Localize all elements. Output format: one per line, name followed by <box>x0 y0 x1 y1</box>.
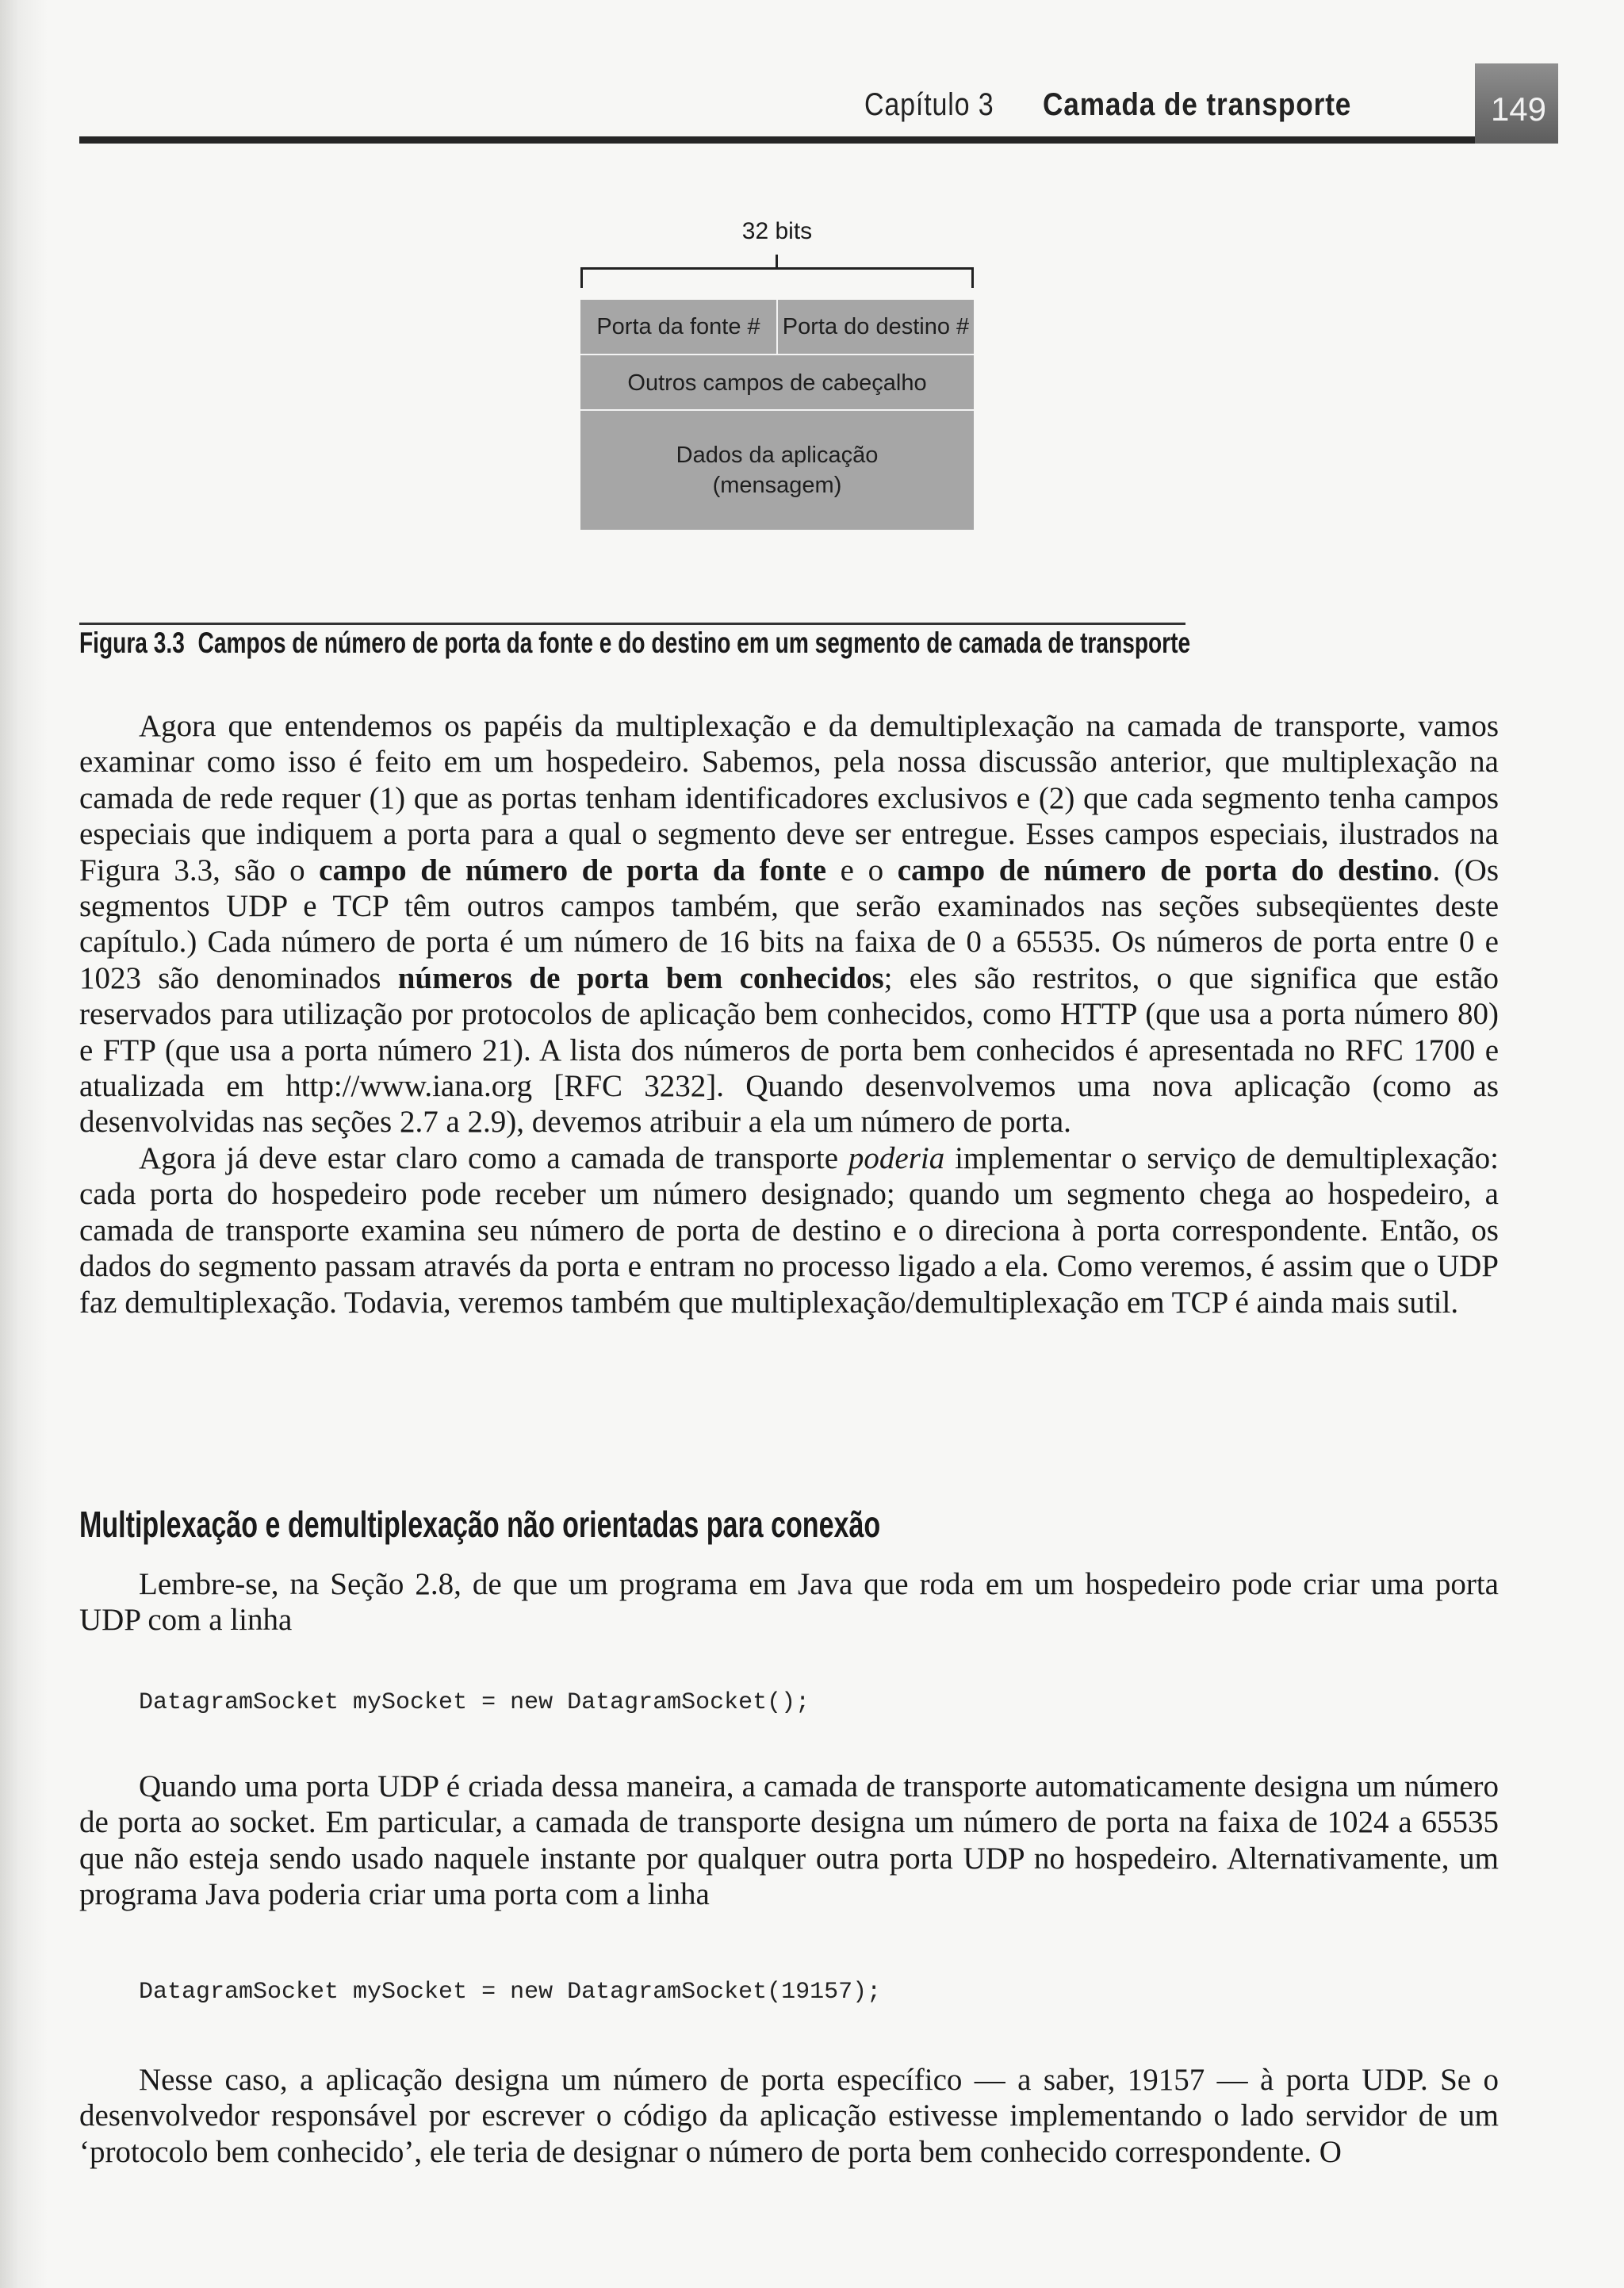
p1-text-c: e o <box>826 853 898 887</box>
running-header <box>79 63 1547 151</box>
p2-emphasis: poderia <box>848 1140 945 1175</box>
section-heading: Multiplexação e demultiplexação não orientadas para conexão <box>79 1504 881 1545</box>
term-well-known-ports: números de porta bem conhecidos <box>397 960 884 995</box>
width-bracket-right <box>971 267 974 288</box>
paragraph-2 <box>79 1140 1499 1320</box>
p2-text-a: Agora já deve estar claro como a camada de transporte <box>139 1140 848 1175</box>
caption-label: Figura 3.3 <box>79 627 185 659</box>
figure-caption <box>79 627 1190 660</box>
code-line-1: DatagramSocket mySocket = new DatagramSocket(); <box>139 1689 810 1716</box>
scan-edge <box>0 0 48 2288</box>
header-rule <box>79 136 1475 144</box>
term-source-port: campo de número de porta da fonte <box>319 853 827 887</box>
width-bracket-left <box>580 267 583 288</box>
body-text <box>79 708 1499 1320</box>
caption-text: Campos de número de porta da fonte e do destino em um segmento de camada de transporte <box>197 627 1191 659</box>
segment-diagram <box>571 218 983 591</box>
other-header-fields: Outros campos de cabeçalho <box>580 354 974 411</box>
term-dest-port: campo de número de porta do destino <box>897 853 1433 887</box>
app-data-line1: Dados da aplicação <box>676 443 879 468</box>
paragraph-quando: Quando uma porta UDP é criada dessa maneira, a camada de transporte automaticamente designa um número de porta ao socket. Em particular, a camada de transporte designa um número de porta na faixa de 1024 a 65535 que não esteja sendo usado naquele instante por qualquer outra porta UDP no hospedeiro. Alternativamente, um programa Java poderia criar uma porta com a linha <box>79 1769 1499 1912</box>
code-line-2: DatagramSocket mySocket = new DatagramSocket(19157); <box>139 1979 882 2006</box>
p1-text-e: ; eles são restritos, o que significa que estão reservados para utilização por protocolos de aplicação bem conhecidos, como HTTP (que usa a porta número 80) e FTP (que usa a porta número 21). A lista dos números de porta bem conhecidos é apresentada no RFC 1700 e atualizada em http://www.iana.org [RFC 3232]. Quando desenvolvemos uma nova aplicação (como as desenvolvidas nas seções 2.7 a 2.9), devemos atribuir a ela um número de porta. <box>79 960 1499 1140</box>
p1-text-a: Agora que entendemos os papéis da multiplexação e da demultiplexação na camada de transporte, vamos examinar como isso é feito em um hospedeiro. Sabemos, pela nossa discussão anterior, que multiplexação na camada de rede requer (1) que as portas tenham identificadores exclusivos e (2) que cada segmento tenha campos especiais que indiquem a porta para a qual o segmento deve ser entregue. Esses campos especiais, ilustrados na Figura 3.3, são o <box>79 709 1499 887</box>
width-bracket <box>580 267 974 270</box>
p2-text-b: implementar o serviço de demultiplexação: cada porta do hospedeiro pode receber um número designado; quando um segmento chega ao hospedeiro, a camada de transporte examina seu número de porta de destino e o direciona à porta correspondente. Então, os dados do segmento passam através da porta e entram no processo ligado a ela. Como veremos, é assim que o UDP faz demultiplexação. Todavia, veremos também que multiplexação/demultiplexação em TCP é ainda mais sutil. <box>79 1140 1500 1320</box>
paragraph-lembre: Lembre-se, na Seção 2.8, de que um programa em Java que roda em um hospedeiro pode criar uma porta UDP com a linha <box>79 1567 1499 1638</box>
source-port-field: Porta da fonte # <box>596 313 760 339</box>
app-data-line2: (mensagem) <box>712 473 842 498</box>
caption-rule <box>79 623 1185 625</box>
bits-label: 32 bits <box>741 218 813 244</box>
paragraph-nesse: Nesse caso, a aplicação designa um número de porta específico — a saber, 19157 — à porta UDP. Se o desenvolvedor responsável por escrever o código da aplicação estivesse implementando o lado servidor de um ‘protocolo bem conhecido’, ele teria de designar o número de porta bem conhecido correspondente. O <box>79 2063 1499 2169</box>
paragraph-1 <box>79 708 1499 1140</box>
header-chapter: Capítulo 3 <box>864 87 994 122</box>
dest-port-field: Porta do destino # <box>782 313 970 339</box>
p1-text-d: . (Os segmentos UDP e TCP têm outros campos também, que serão examinados nas seções subseqüentes deste capítulo.) Cada número de porta é um número de 16 bits na faixa de 0 a 65535. Os números de porta entre 0 e 1023 são denominados <box>79 853 1499 995</box>
header-title: Camada de transporte <box>1043 87 1352 122</box>
application-data-field <box>580 409 974 530</box>
port-fields-row <box>580 300 974 354</box>
page-number: 149 <box>1490 90 1547 128</box>
